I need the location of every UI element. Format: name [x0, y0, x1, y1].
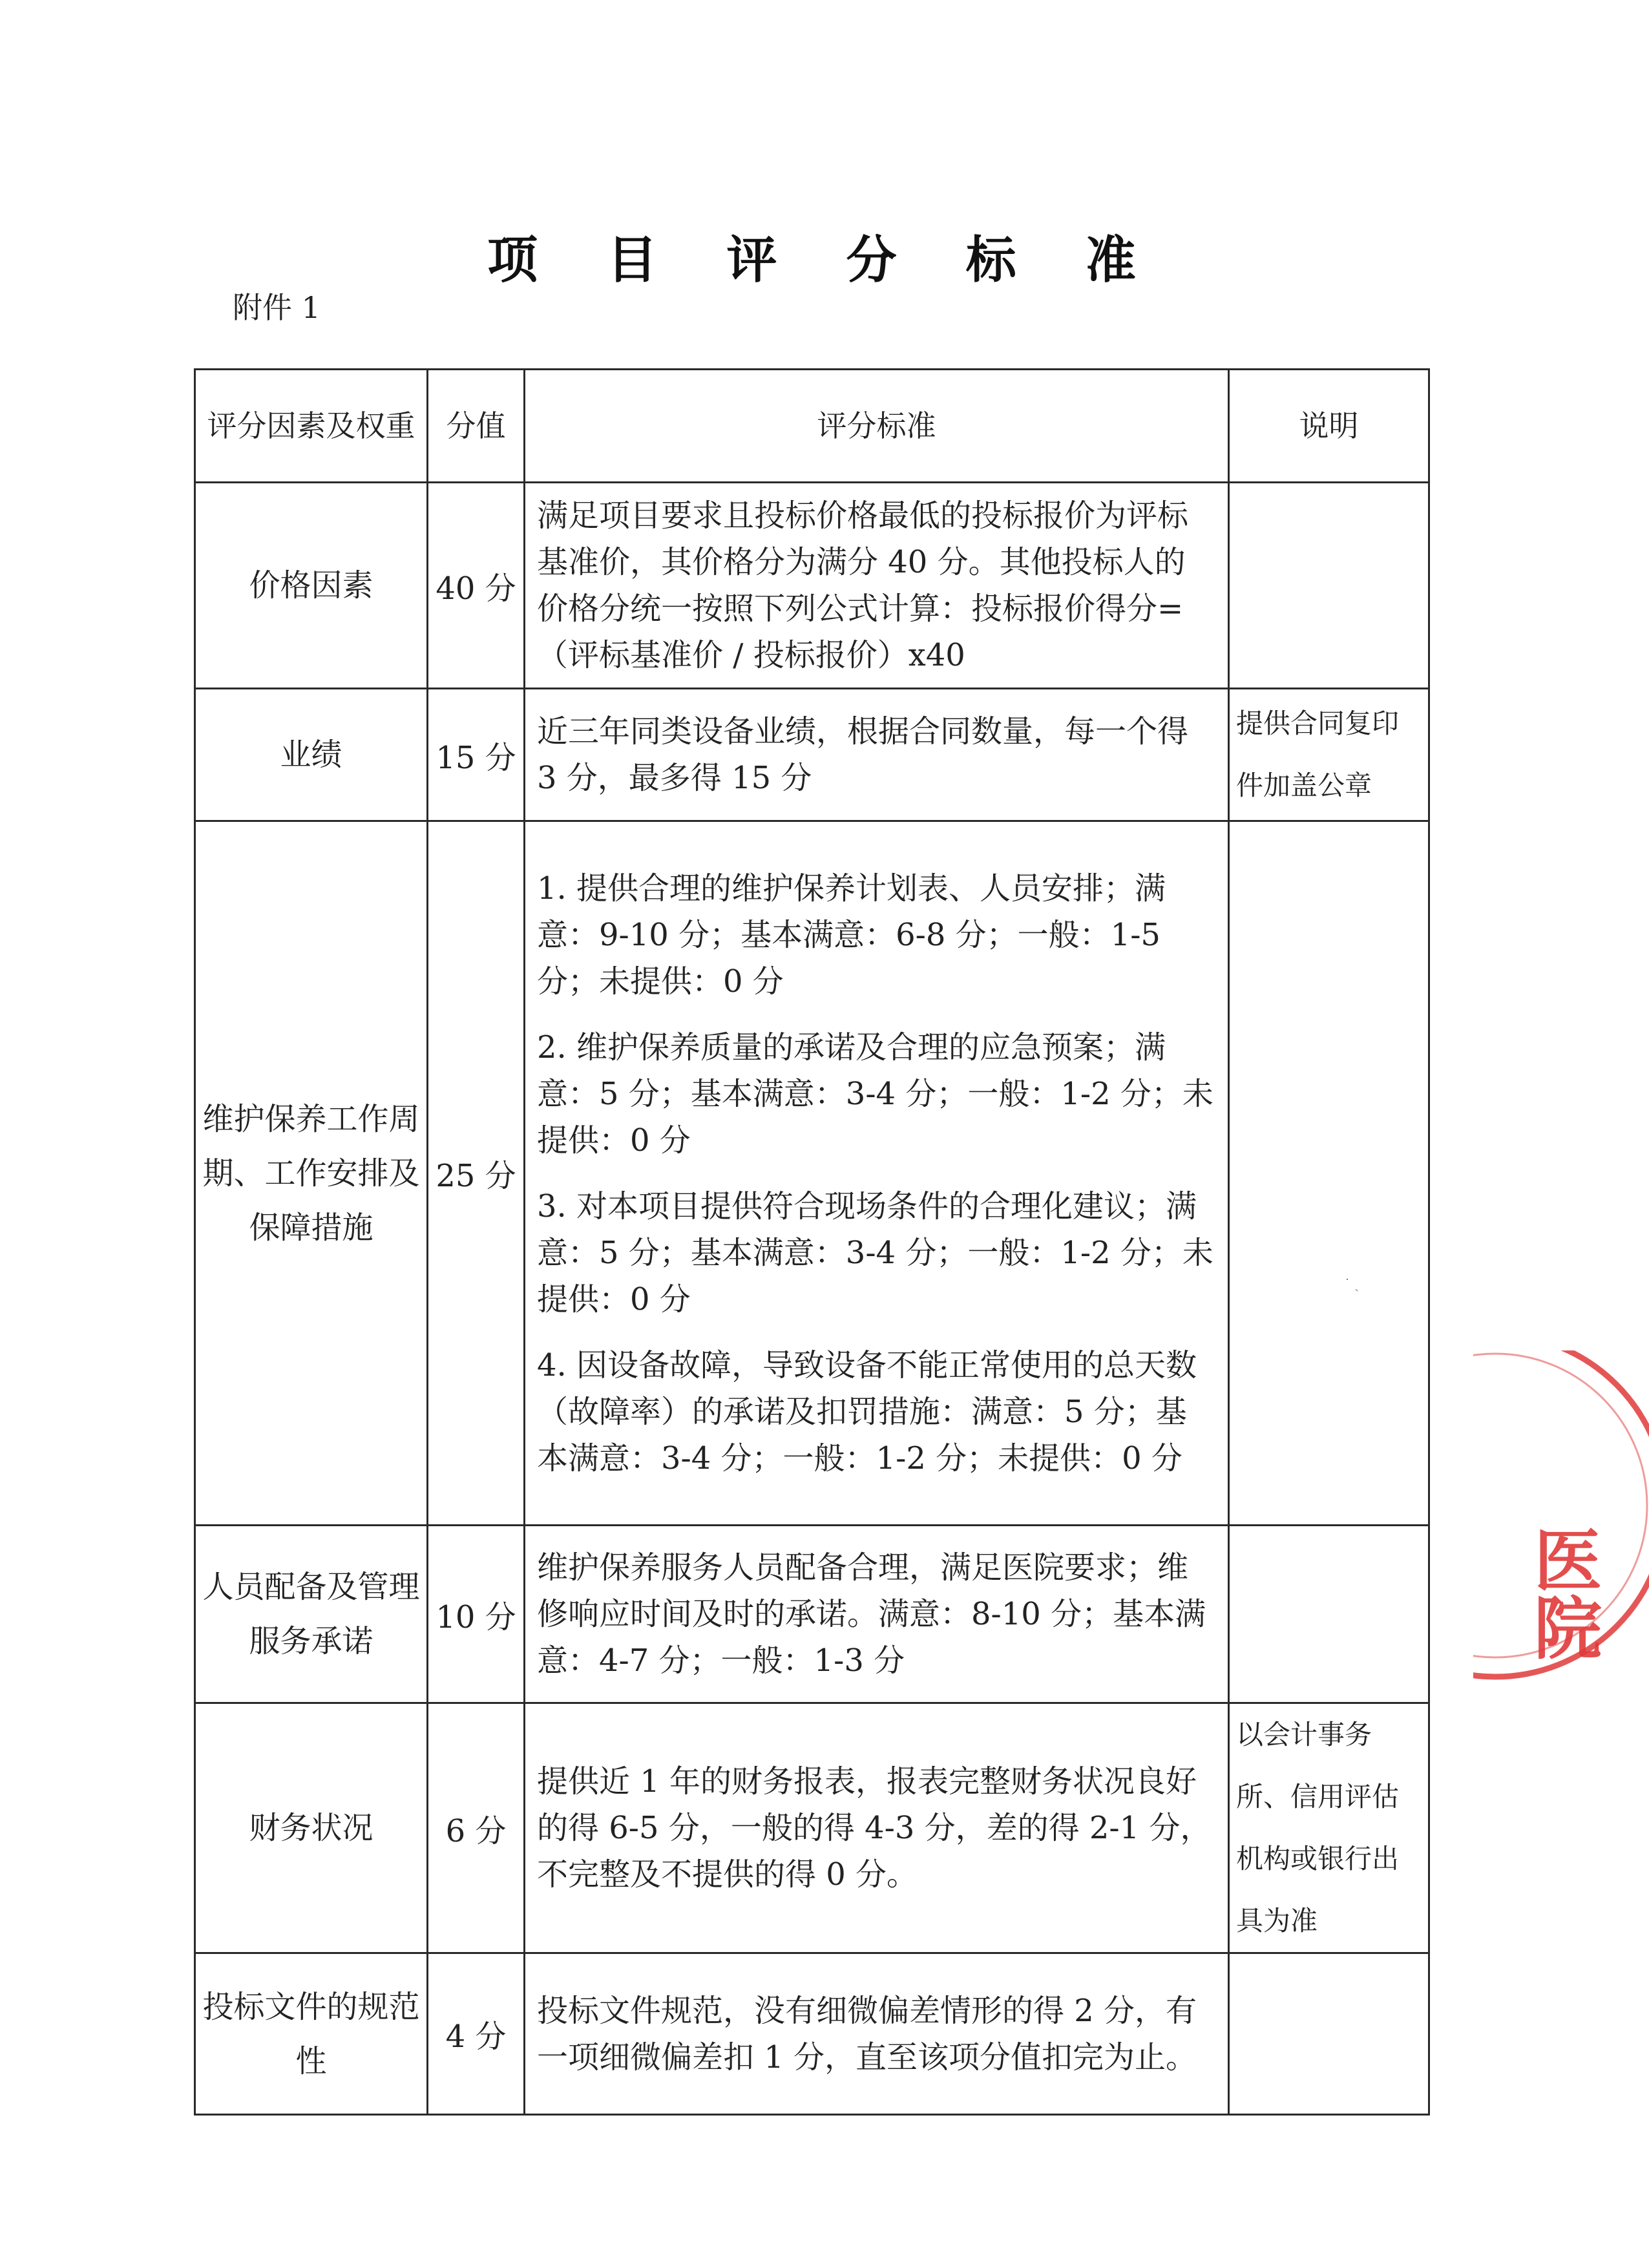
score-cell: 15 分	[428, 689, 525, 821]
factor-cell: 维护保养工作周期、工作安排及保障措施	[195, 821, 428, 1526]
criteria-text: 满足项目要求且投标价格最低的投标报价为评标基准价，其价格分为满分 40 分。其他投标人的价格分统一按照下列公式计算：投标报价得分=（评标基准价 / 投标报价）x40	[537, 498, 1189, 673]
table-row	[195, 1703, 1429, 1953]
table-row	[195, 1953, 1429, 2115]
header-factor: 评分因素及权重	[195, 370, 428, 483]
factor-cell: 财务状况	[195, 1703, 428, 1953]
seal-text: 医院	[1523, 1525, 1603, 1661]
table-header-row	[195, 370, 1429, 483]
score-cell: 10 分	[428, 1526, 525, 1703]
score-cell: 40 分	[428, 483, 525, 689]
criteria-item: 3. 对本项目提供符合现场条件的合理化建议；满意：5 分；基本满意：3-4 分；一般：1-2 分；未提供：0 分	[537, 1188, 1213, 1318]
criteria-cell	[525, 689, 1229, 821]
hospital-seal	[1473, 1350, 1649, 1712]
table-row	[195, 483, 1429, 689]
factor-cell: 人员配备及管理服务承诺	[195, 1526, 428, 1703]
note-cell: 提供合同复印件加盖公章	[1229, 689, 1429, 821]
header-criteria: 评分标准	[525, 370, 1229, 483]
criteria-cell	[525, 821, 1229, 1526]
note-cell	[1229, 1526, 1429, 1703]
table-row	[195, 689, 1429, 821]
attachment-label: 附件 1	[233, 290, 320, 325]
note-cell: 以会计事务所、信用评估机构或银行出具为准	[1229, 1703, 1429, 1953]
criteria-text: 提供近 1 年的财务报表，报表完整财务状况良好的得 6-5 分，一般的得 4-3 分，差的得 2-1 分，不完整及不提供的得 0 分。	[537, 1763, 1212, 1893]
factor-cell: 业绩	[195, 689, 428, 821]
scan-mark: ˙ ˎ	[1344, 1276, 1360, 1292]
scoring-table	[194, 368, 1430, 2116]
score-cell: 25 分	[428, 821, 525, 1526]
criteria-cell	[525, 483, 1229, 689]
note-cell	[1229, 1953, 1429, 2115]
criteria-item: 2. 维护保养质量的承诺及合理的应急预案；满意：5 分；基本满意：3-4 分；一般：1-2 分；未提供：0 分	[537, 1029, 1213, 1159]
criteria-cell	[525, 1953, 1229, 2115]
score-cell: 4 分	[428, 1953, 525, 2115]
header-note: 说明	[1229, 370, 1429, 483]
page-title: 项 目 评 分 标 准	[487, 231, 1162, 289]
note-cell	[1229, 821, 1429, 1526]
table-row	[195, 821, 1429, 1526]
criteria-cell	[525, 1526, 1229, 1703]
criteria-item: 4. 因设备故障，导致设备不能正常使用的总天数（故障率）的承诺及扣罚措施：满意：5 分；基本满意：3-4 分；一般：1-2 分；未提供：0 分	[537, 1347, 1197, 1476]
factor-cell: 投标文件的规范性	[195, 1953, 428, 2115]
criteria-text: 维护保养服务人员配备合理，满足医院要求；维修响应时间及时的承诺。满意：8-10 分；基本满意：4-7 分；一般：1-3 分	[537, 1549, 1206, 1679]
header-score: 分值	[428, 370, 525, 483]
score-cell: 6 分	[428, 1703, 525, 1953]
criteria-text: 投标文件规范，没有细微偏差情形的得 2 分，有一项细微偏差扣 1 分，直至该项分值扣完为止。	[537, 1992, 1197, 2075]
note-cell	[1229, 483, 1429, 689]
table-row	[195, 1526, 1429, 1703]
criteria-item: 1. 提供合理的维护保养计划表、人员安排；满意：9-10 分；基本满意：6-8 分；一般：1-5 分；未提供：0 分	[537, 870, 1166, 1000]
criteria-text: 近三年同类设备业绩，根据合同数量，每一个得 3 分，最多得 15 分	[537, 713, 1189, 796]
criteria-cell	[525, 1703, 1229, 1953]
factor-cell: 价格因素	[195, 483, 428, 689]
